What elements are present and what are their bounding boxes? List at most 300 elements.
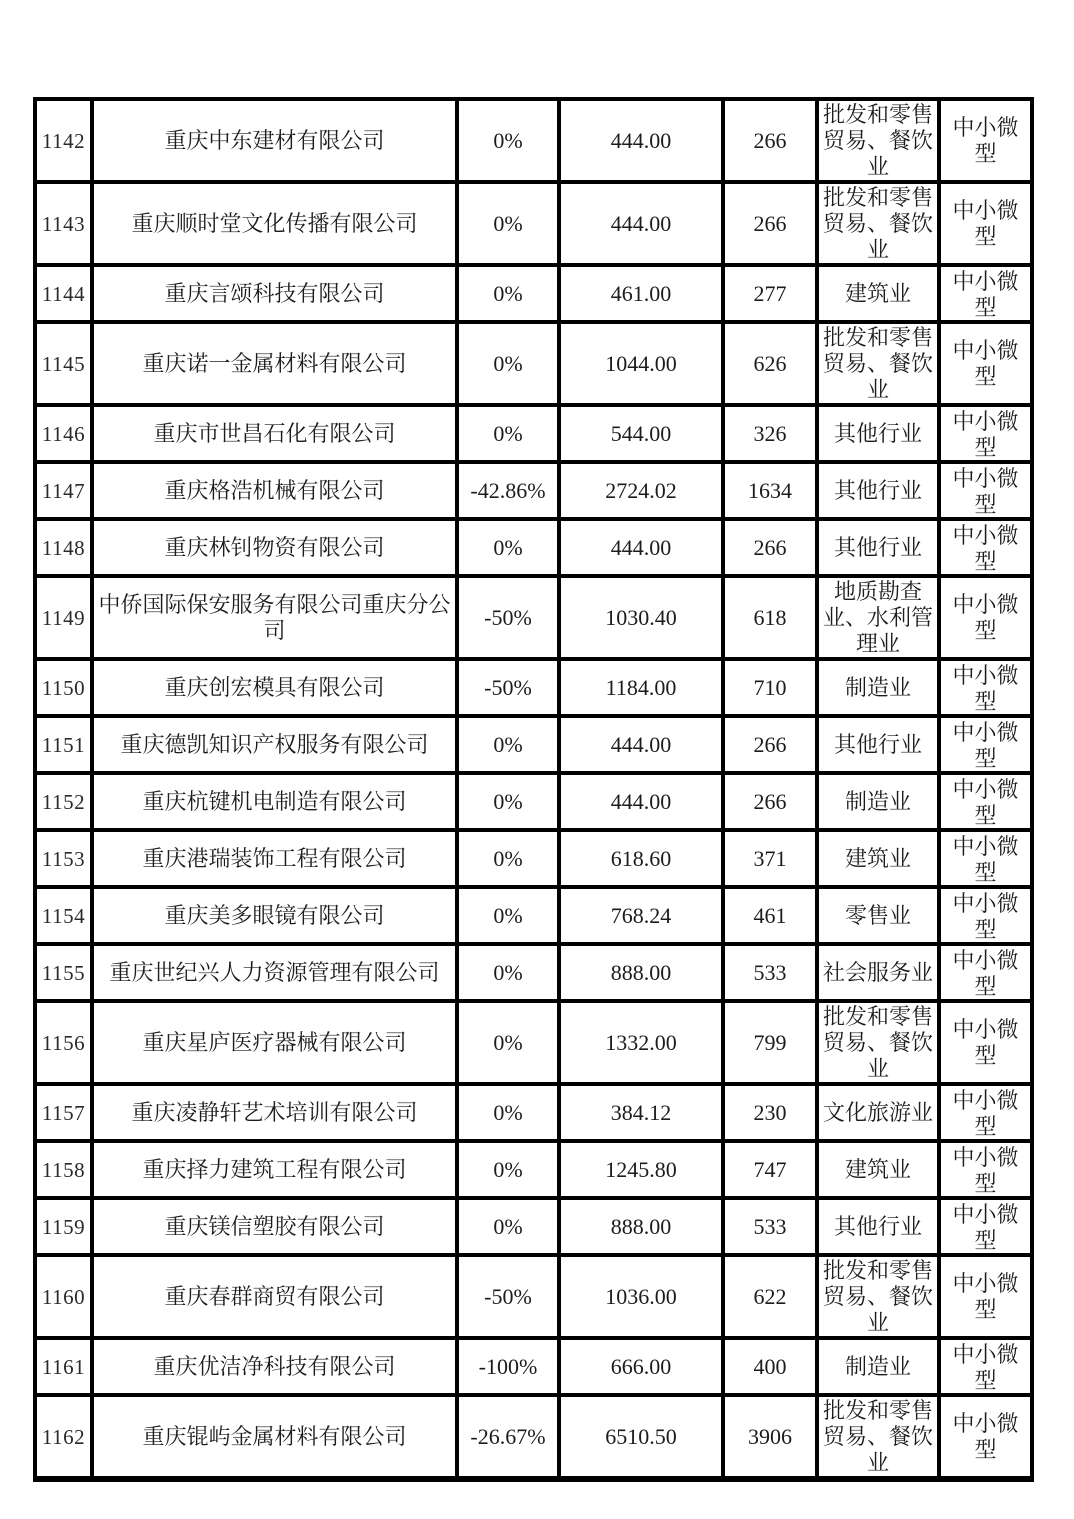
industry-cell — [817, 1395, 939, 1479]
table-row — [35, 1395, 1032, 1479]
count-cell-text: 1634 — [748, 477, 792, 503]
count-cell — [723, 716, 817, 773]
amount-cell-text: 1245.80 — [605, 1156, 677, 1182]
industry-cell — [817, 1001, 939, 1084]
table-row — [35, 944, 1032, 1001]
industry-cell — [817, 887, 939, 944]
enterprise-type-cell-text: 中小微型 — [952, 663, 1019, 714]
change-percent-cell — [457, 462, 559, 519]
table-row — [35, 265, 1032, 322]
industry-cell-text: 其他行业 — [833, 1213, 922, 1239]
industry-cell — [817, 659, 939, 716]
change-percent-cell — [457, 1001, 559, 1084]
amount-cell-text: 384.12 — [610, 1099, 672, 1125]
row-number-cell — [35, 887, 92, 944]
industry-cell-text: 地质勘查业、水利管理业 — [822, 579, 933, 656]
enterprise-type-cell — [939, 576, 1032, 659]
amount-cell-text: 444.00 — [610, 127, 672, 153]
enterprise-type-cell-text: 中小微型 — [952, 1270, 1019, 1322]
count-cell — [723, 99, 817, 182]
amount-cell — [559, 1084, 723, 1141]
row-number-cell-text: 1146 — [41, 421, 86, 446]
change-percent-cell — [457, 887, 559, 944]
count-cell-text: 400 — [753, 1353, 787, 1379]
change-percent-cell-text: -26.67% — [470, 1423, 546, 1449]
industry-cell — [817, 1338, 939, 1395]
change-percent-cell — [457, 519, 559, 576]
industry-cell — [817, 1141, 939, 1198]
change-percent-cell-text: 0% — [493, 788, 523, 814]
change-percent-cell-text: 0% — [493, 731, 523, 757]
enterprise-type-cell — [939, 830, 1032, 887]
enterprise-type-cell-text: 中小微型 — [952, 1410, 1019, 1462]
table-row — [35, 1141, 1032, 1198]
company-name-cell — [92, 1084, 457, 1141]
industry-cell — [817, 716, 939, 773]
company-name-cell-text: 重庆格浩机械有限公司 — [164, 477, 385, 503]
industry-cell — [817, 265, 939, 322]
industry-cell-text: 批发和零售贸易、餐饮业 — [822, 1258, 933, 1335]
company-table-body — [35, 99, 1032, 1479]
row-number-cell-text: 1152 — [41, 789, 86, 814]
company-name-cell-text: 重庆市世昌石化有限公司 — [153, 420, 396, 446]
amount-cell — [559, 1198, 723, 1255]
change-percent-cell — [457, 944, 559, 1001]
table-row — [35, 99, 1032, 182]
company-name-cell — [92, 99, 457, 182]
change-percent-cell-text: -100% — [478, 1353, 538, 1379]
company-name-cell — [92, 659, 457, 716]
enterprise-type-cell-text: 中小微型 — [952, 1202, 1019, 1253]
industry-cell — [817, 1198, 939, 1255]
enterprise-type-cell — [939, 1141, 1032, 1198]
count-cell — [723, 773, 817, 830]
amount-cell — [559, 1141, 723, 1198]
enterprise-type-cell — [939, 265, 1032, 322]
amount-cell-text: 666.00 — [610, 1353, 672, 1379]
industry-cell-text: 制造业 — [844, 1353, 911, 1379]
enterprise-type-cell — [939, 716, 1032, 773]
change-percent-cell-text: 0% — [493, 350, 523, 376]
amount-cell — [559, 576, 723, 659]
industry-cell-text: 其他行业 — [833, 420, 922, 446]
row-number-cell-text: 1153 — [41, 846, 86, 871]
count-cell — [723, 887, 817, 944]
change-percent-cell-text: -50% — [484, 1283, 532, 1309]
enterprise-type-cell — [939, 1255, 1032, 1338]
company-name-cell-text: 重庆凌静轩艺术培训有限公司 — [131, 1099, 418, 1125]
amount-cell — [559, 773, 723, 830]
change-percent-cell-text: 0% — [493, 534, 523, 560]
change-percent-cell — [457, 1338, 559, 1395]
company-name-cell-text: 重庆言颂科技有限公司 — [164, 280, 385, 306]
row-number-cell-text: 1157 — [41, 1100, 86, 1125]
company-name-cell-text: 重庆优洁净科技有限公司 — [153, 1353, 396, 1379]
company-name-cell — [92, 830, 457, 887]
amount-cell-text: 444.00 — [610, 534, 672, 560]
amount-cell-text: 444.00 — [610, 788, 672, 814]
amount-cell-text: 618.60 — [610, 845, 672, 871]
count-cell-text: 277 — [753, 280, 787, 306]
table-row — [35, 322, 1032, 405]
change-percent-cell-text: -50% — [484, 674, 532, 700]
amount-cell — [559, 405, 723, 462]
enterprise-type-cell-text: 中小微型 — [952, 1342, 1019, 1393]
industry-cell — [817, 1084, 939, 1141]
row-number-cell — [35, 1001, 92, 1084]
enterprise-type-cell — [939, 1395, 1032, 1479]
table-row — [35, 462, 1032, 519]
change-percent-cell — [457, 1141, 559, 1198]
row-number-cell-text: 1151 — [41, 732, 86, 757]
enterprise-type-cell — [939, 99, 1032, 182]
change-percent-cell-text: 0% — [493, 1156, 523, 1182]
enterprise-type-cell-text: 中小微型 — [952, 720, 1019, 771]
row-number-cell — [35, 322, 92, 405]
table-row — [35, 1084, 1032, 1141]
amount-cell — [559, 519, 723, 576]
amount-cell — [559, 1001, 723, 1084]
enterprise-type-cell-text: 中小微型 — [952, 337, 1019, 389]
amount-cell-text: 2724.02 — [605, 477, 677, 503]
amount-cell-text: 6510.50 — [605, 1423, 677, 1449]
company-name-cell-text: 重庆林钊物资有限公司 — [164, 534, 385, 560]
table-row — [35, 1255, 1032, 1338]
company-name-cell-text: 重庆诺一金属材料有限公司 — [142, 350, 407, 376]
amount-cell — [559, 265, 723, 322]
industry-cell-text: 批发和零售贸易、餐饮业 — [822, 1398, 933, 1475]
change-percent-cell — [457, 1084, 559, 1141]
enterprise-type-cell — [939, 519, 1032, 576]
row-number-cell-text: 1144 — [41, 281, 86, 306]
enterprise-type-cell-text: 中小微型 — [952, 948, 1019, 999]
company-name-cell — [92, 716, 457, 773]
company-name-cell-text: 重庆择力建筑工程有限公司 — [142, 1156, 407, 1182]
count-cell — [723, 1198, 817, 1255]
amount-cell — [559, 1338, 723, 1395]
count-cell — [723, 1395, 817, 1479]
enterprise-type-cell-text: 中小微型 — [952, 1145, 1019, 1196]
industry-cell — [817, 576, 939, 659]
company-name-cell-text: 重庆锟屿金属材料有限公司 — [142, 1423, 407, 1449]
count-cell-text: 747 — [753, 1156, 787, 1182]
count-cell-text: 371 — [753, 845, 787, 871]
change-percent-cell — [457, 716, 559, 773]
enterprise-type-cell — [939, 1084, 1032, 1141]
row-number-cell-text: 1145 — [41, 351, 86, 376]
amount-cell — [559, 182, 723, 265]
count-cell — [723, 659, 817, 716]
row-number-cell-text: 1156 — [41, 1030, 86, 1055]
table-row — [35, 887, 1032, 944]
company-name-cell — [92, 1255, 457, 1338]
count-cell-text: 618 — [753, 604, 787, 630]
change-percent-cell-text: 0% — [493, 845, 523, 871]
enterprise-type-cell — [939, 405, 1032, 462]
industry-cell-text: 批发和零售贸易、餐饮业 — [822, 102, 933, 179]
row-number-cell — [35, 99, 92, 182]
enterprise-type-cell-text: 中小微型 — [952, 114, 1019, 166]
enterprise-type-cell-text: 中小微型 — [952, 777, 1019, 828]
table-row — [35, 405, 1032, 462]
count-cell — [723, 462, 817, 519]
change-percent-cell — [457, 99, 559, 182]
row-number-cell-text: 1143 — [41, 211, 86, 236]
change-percent-cell — [457, 1255, 559, 1338]
company-name-cell — [92, 1338, 457, 1395]
amount-cell-text: 1184.00 — [605, 674, 677, 700]
industry-cell-text: 批发和零售贸易、餐饮业 — [822, 185, 933, 262]
enterprise-type-cell — [939, 322, 1032, 405]
count-cell-text: 533 — [753, 1213, 787, 1239]
enterprise-type-cell — [939, 944, 1032, 1001]
change-percent-cell — [457, 576, 559, 659]
industry-cell-text: 社会服务业 — [822, 959, 933, 985]
industry-cell — [817, 99, 939, 182]
amount-cell — [559, 99, 723, 182]
company-name-cell-text: 重庆德凯知识产权服务有限公司 — [120, 731, 429, 757]
change-percent-cell — [457, 182, 559, 265]
company-name-cell-text: 重庆世纪兴人力资源管理有限公司 — [109, 959, 440, 985]
enterprise-type-cell — [939, 1198, 1032, 1255]
industry-cell-text: 文化旅游业 — [822, 1099, 933, 1125]
row-number-cell — [35, 830, 92, 887]
amount-cell — [559, 716, 723, 773]
row-number-cell-text: 1148 — [41, 535, 86, 560]
row-number-cell-text: 1159 — [41, 1214, 86, 1239]
table-row — [35, 716, 1032, 773]
amount-cell — [559, 462, 723, 519]
company-name-cell — [92, 462, 457, 519]
industry-cell — [817, 519, 939, 576]
change-percent-cell-text: 0% — [493, 959, 523, 985]
enterprise-type-cell — [939, 773, 1032, 830]
enterprise-type-cell — [939, 1001, 1032, 1084]
enterprise-type-cell — [939, 887, 1032, 944]
enterprise-type-cell — [939, 659, 1032, 716]
enterprise-type-cell-text: 中小微型 — [952, 1016, 1019, 1068]
company-name-cell — [92, 1141, 457, 1198]
row-number-cell — [35, 405, 92, 462]
count-cell — [723, 1338, 817, 1395]
row-number-cell — [35, 576, 92, 659]
change-percent-cell-text: 0% — [493, 902, 523, 928]
industry-cell-text: 批发和零售贸易、餐饮业 — [822, 325, 933, 402]
company-name-cell — [92, 322, 457, 405]
count-cell-text: 326 — [753, 420, 787, 446]
count-cell-text: 266 — [753, 210, 787, 236]
count-cell-text: 799 — [753, 1029, 787, 1055]
change-percent-cell — [457, 405, 559, 462]
row-number-cell-text: 1155 — [41, 960, 86, 985]
count-cell-text: 266 — [753, 534, 787, 560]
row-number-cell — [35, 519, 92, 576]
change-percent-cell-text: 0% — [493, 280, 523, 306]
change-percent-cell — [457, 830, 559, 887]
count-cell — [723, 944, 817, 1001]
amount-cell — [559, 659, 723, 716]
count-cell-text: 533 — [753, 959, 787, 985]
count-cell-text: 230 — [753, 1099, 787, 1125]
count-cell-text: 266 — [753, 788, 787, 814]
change-percent-cell-text: -42.86% — [470, 477, 546, 503]
industry-cell-text: 其他行业 — [833, 477, 922, 503]
amount-cell — [559, 322, 723, 405]
row-number-cell — [35, 773, 92, 830]
industry-cell-text: 其他行业 — [833, 731, 922, 757]
count-cell-text: 266 — [753, 731, 787, 757]
change-percent-cell-text: -50% — [484, 604, 532, 630]
company-name-cell — [92, 182, 457, 265]
enterprise-type-cell-text: 中小微型 — [952, 269, 1019, 320]
row-number-cell-text: 1142 — [41, 128, 86, 153]
row-number-cell — [35, 1084, 92, 1141]
company-name-cell — [92, 405, 457, 462]
count-cell — [723, 1255, 817, 1338]
table-row — [35, 830, 1032, 887]
company-name-cell — [92, 265, 457, 322]
count-cell — [723, 576, 817, 659]
row-number-cell-text: 1154 — [41, 903, 86, 928]
change-percent-cell — [457, 659, 559, 716]
enterprise-type-cell-text: 中小微型 — [952, 197, 1019, 249]
count-cell — [723, 830, 817, 887]
table-row — [35, 576, 1032, 659]
amount-cell — [559, 1255, 723, 1338]
industry-cell — [817, 405, 939, 462]
row-number-cell — [35, 659, 92, 716]
company-name-cell — [92, 773, 457, 830]
enterprise-type-cell-text: 中小微型 — [952, 466, 1019, 517]
row-number-cell-text: 1158 — [41, 1157, 86, 1182]
amount-cell-text: 461.00 — [610, 280, 672, 306]
row-number-cell — [35, 1338, 92, 1395]
amount-cell — [559, 944, 723, 1001]
amount-cell — [559, 887, 723, 944]
row-number-cell — [35, 182, 92, 265]
count-cell — [723, 1001, 817, 1084]
industry-cell-text: 批发和零售贸易、餐饮业 — [822, 1004, 933, 1081]
company-name-cell — [92, 1395, 457, 1479]
company-name-cell-text: 重庆镁信塑胶有限公司 — [164, 1213, 385, 1239]
company-name-cell — [92, 887, 457, 944]
company-name-cell-text: 重庆春群商贸有限公司 — [164, 1283, 385, 1309]
table-row — [35, 1198, 1032, 1255]
industry-cell — [817, 1255, 939, 1338]
table-row — [35, 773, 1032, 830]
enterprise-type-cell-text: 中小微型 — [952, 834, 1019, 885]
company-name-cell-text: 中侨国际保安服务有限公司重庆分公司 — [98, 591, 451, 643]
table-row — [35, 1001, 1032, 1084]
row-number-cell-text: 1161 — [41, 1354, 86, 1379]
row-number-cell — [35, 716, 92, 773]
count-cell — [723, 1141, 817, 1198]
change-percent-cell-text: 0% — [493, 1213, 523, 1239]
amount-cell-text: 768.24 — [610, 902, 672, 928]
industry-cell-text: 建筑业 — [844, 845, 911, 871]
enterprise-type-cell — [939, 1338, 1032, 1395]
enterprise-type-cell — [939, 462, 1032, 519]
industry-cell — [817, 182, 939, 265]
change-percent-cell-text: 0% — [493, 1099, 523, 1125]
count-cell-text: 461 — [753, 902, 787, 928]
count-cell — [723, 322, 817, 405]
company-name-cell-text: 重庆星庐医疗器械有限公司 — [142, 1029, 407, 1055]
company-name-cell-text: 重庆顺时堂文化传播有限公司 — [131, 210, 418, 236]
amount-cell — [559, 830, 723, 887]
company-name-cell — [92, 1001, 457, 1084]
change-percent-cell-text: 0% — [493, 1029, 523, 1055]
amount-cell-text: 544.00 — [610, 420, 672, 446]
amount-cell-text: 888.00 — [610, 1213, 672, 1239]
change-percent-cell-text: 0% — [493, 210, 523, 236]
enterprise-type-cell — [939, 182, 1032, 265]
company-name-cell-text: 重庆美多眼镜有限公司 — [164, 902, 385, 928]
change-percent-cell — [457, 265, 559, 322]
industry-cell — [817, 944, 939, 1001]
change-percent-cell-text: 0% — [493, 420, 523, 446]
row-number-cell — [35, 265, 92, 322]
count-cell-text: 3906 — [748, 1423, 792, 1449]
row-number-cell — [35, 1141, 92, 1198]
industry-cell-text: 制造业 — [844, 674, 911, 700]
row-number-cell — [35, 944, 92, 1001]
enterprise-type-cell-text: 中小微型 — [952, 1088, 1019, 1139]
row-number-cell-text: 1147 — [41, 478, 86, 503]
row-number-cell — [35, 462, 92, 519]
table-row — [35, 1338, 1032, 1395]
company-name-cell — [92, 519, 457, 576]
count-cell-text: 622 — [753, 1283, 787, 1309]
row-number-cell-text: 1150 — [41, 675, 86, 700]
amount-cell-text: 888.00 — [610, 959, 672, 985]
count-cell — [723, 519, 817, 576]
industry-cell — [817, 462, 939, 519]
industry-cell-text: 建筑业 — [844, 280, 911, 306]
company-name-cell — [92, 944, 457, 1001]
count-cell-text: 626 — [753, 350, 787, 376]
row-number-cell-text: 1160 — [41, 1284, 86, 1309]
company-name-cell-text: 重庆中东建材有限公司 — [164, 127, 385, 153]
industry-cell-text: 其他行业 — [833, 534, 922, 560]
industry-cell-text: 制造业 — [844, 788, 911, 814]
change-percent-cell — [457, 1395, 559, 1479]
row-number-cell — [35, 1255, 92, 1338]
table-row — [35, 519, 1032, 576]
enterprise-type-cell-text: 中小微型 — [952, 891, 1019, 942]
company-name-cell-text: 重庆杭键机电制造有限公司 — [142, 788, 407, 814]
company-table — [33, 97, 1034, 1482]
company-name-cell — [92, 1198, 457, 1255]
amount-cell-text: 1332.00 — [605, 1029, 677, 1055]
row-number-cell — [35, 1198, 92, 1255]
count-cell-text: 710 — [753, 674, 787, 700]
industry-cell-text: 建筑业 — [844, 1156, 911, 1182]
industry-cell — [817, 773, 939, 830]
count-cell — [723, 405, 817, 462]
row-number-cell-text: 1162 — [41, 1424, 86, 1449]
table-row — [35, 182, 1032, 265]
amount-cell-text: 1030.40 — [605, 604, 677, 630]
company-name-cell — [92, 576, 457, 659]
change-percent-cell — [457, 773, 559, 830]
row-number-cell-text: 1149 — [41, 605, 86, 630]
change-percent-cell — [457, 322, 559, 405]
company-name-cell-text: 重庆港瑞装饰工程有限公司 — [142, 845, 407, 871]
enterprise-type-cell-text: 中小微型 — [952, 409, 1019, 460]
industry-cell-text: 零售业 — [844, 902, 911, 928]
amount-cell-text: 1036.00 — [605, 1283, 677, 1309]
